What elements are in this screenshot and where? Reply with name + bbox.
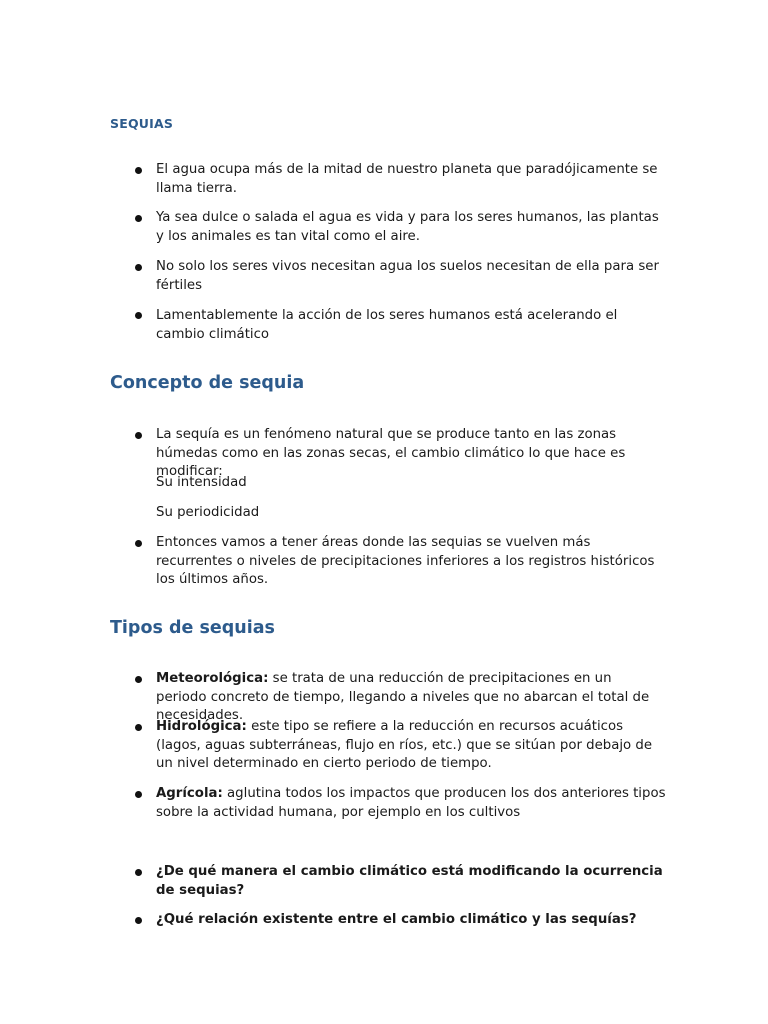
list-item-concepto-1: La sequía es un fenómeno natural que se produce tanto en las zonas húmedas como en las zonas secas, el cambio climático lo que hace es modificar: bbox=[156, 427, 626, 479]
term-meteorologica: Meteorológica: bbox=[156, 671, 269, 686]
sub-item-intensidad: Su intensidad bbox=[156, 475, 247, 490]
bullet-icon bbox=[135, 432, 142, 439]
list-item-intro-1: El agua ocupa más de la mitad de nuestro planeta que paradójicamente se llama tierra. bbox=[156, 162, 658, 196]
heading-concepto: Concepto de sequia bbox=[110, 373, 305, 393]
list-item-concepto-2: Entonces vamos a tener áreas donde las sequias se vuelven más recurrentes o niveles de precipitaciones inferiores a los registros históricos los últimos años. bbox=[156, 535, 655, 587]
sub-item-periodicidad: Su periodicidad bbox=[156, 505, 260, 520]
bullet-icon bbox=[135, 724, 142, 731]
bullet-icon bbox=[135, 312, 142, 319]
bullet-icon bbox=[135, 869, 142, 876]
desc-hidrologica: este tipo se refiere a la reducción en recursos acuáticos (lagos, aguas subterráneas, flujo en ríos, etc.) que se sitúan por debajo de un nivel determinado en cierto periodo de tiempo. bbox=[156, 719, 653, 771]
bullet-icon bbox=[135, 215, 142, 222]
desc-agricola: aglutina todos los impactos que producen los dos anteriores tipos sobre la actividad humana, por ejemplo en los cultivos bbox=[156, 786, 666, 820]
heading-tipos: Tipos de sequias bbox=[110, 618, 275, 638]
list-item-intro-3: No solo los seres vivos necesitan agua los suelos necesitan de ella para ser fértiles bbox=[156, 259, 659, 293]
bullet-icon bbox=[135, 917, 142, 924]
question-2: ¿Qué relación existente entre el cambio climático y las sequías? bbox=[156, 912, 637, 927]
term-agricola: Agrícola: bbox=[156, 786, 223, 801]
bullet-icon bbox=[135, 540, 142, 547]
bullet-icon bbox=[135, 167, 142, 174]
bullet-icon bbox=[135, 264, 142, 271]
term-hidrologica: Hidrológica: bbox=[156, 719, 247, 734]
list-item-intro-2: Ya sea dulce o salada el agua es vida y para los seres humanos, las plantas y los animales es tan vital como el aire. bbox=[156, 210, 659, 244]
list-item-agricola bbox=[156, 785, 666, 822]
bullet-icon bbox=[135, 791, 142, 798]
list-item-hidrologica bbox=[156, 718, 666, 774]
title-sequias: SEQUIAS bbox=[110, 116, 174, 131]
list-item-intro-4: Lamentablemente la acción de los seres humanos está acelerando el cambio climático bbox=[156, 308, 618, 342]
question-1: ¿De qué manera el cambio climático está modificando la ocurrencia de sequias? bbox=[156, 864, 663, 898]
bullet-icon bbox=[135, 676, 142, 683]
desc-meteorologica: se trata de una reducción de precipitaciones en un periodo concreto de tiempo, llegando a niveles que no abarcan el total de necesidades. bbox=[156, 671, 650, 723]
